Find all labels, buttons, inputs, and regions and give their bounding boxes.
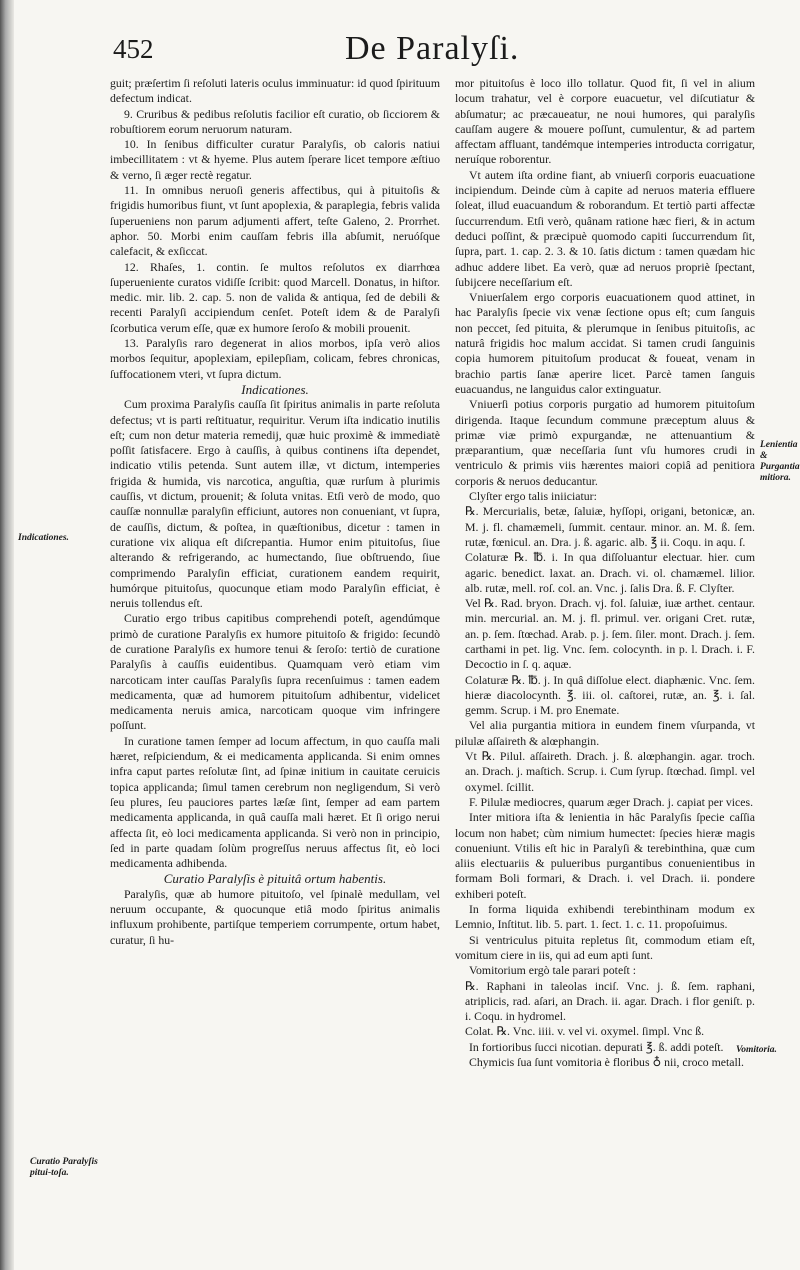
paragraph: Curatio ergo tribus capitibus comprehendi poteſt, agendúmque primò de curatione Paralyſis ex humore pituitoſo & frigido: ſecundò de curatione Paralyſis ex humore tenui & ſeroſo: tertiò de curatione Paralyſis à cauſſis euidentibus. Quamquam verò etiam vim narcoticam inter cauſſas Paralyſis ſupra recenſuimus : tamen eadem medicamenta, quæ ad humorem pituitoſum adhibentur, videlicet medicamenta neruis amica, narcoticam quoque vim infringere poſſunt.: [110, 611, 440, 733]
paragraph: mor pituitoſus è loco illo tollatur. Quod fit, ſi vel in alium locum trahatur, vel è corpore euacuetur, vel diſcutiatur & abſumatur; ac præcaueatur, ne noui humores, qui paralyſis cauſſam augere & mouere poſſunt, cumulentur, & ad partem affectam affluant, tandémque intemperies introducta corrigatur, neruíque roborentur.: [455, 76, 755, 167]
paragraph: guit; præſertim ſi reſoluti lateris oculus imminuatur: id quod ſpirituum defectum indicat.: [110, 76, 440, 106]
paragraph: 13. Paralyſis raro degenerat in alios morbos, ipſa verò alios morbos ſequitur, apoplexiam, epilepſiam, colicam, febres chronicas, ſuffocationem vteri, vt ſupra dictum.: [110, 336, 440, 381]
paragraph: In fortioribus ſucci nicotian. depurati ℥. ß. addi poteſt.: [469, 1039, 724, 1054]
left-column: [110, 76, 440, 948]
paragraph: Cum proxima Paralyſis cauſſa ſit ſpiritus animalis in parte reſoluta defectus; vt is parti reſtituatur, requiritur. Verum iſta indicatio inutilis eſt; cum non detur materia remedij, quæ huic proximè & immediatè poſſit ſatisfacere. Ergo à cauſſis, à quibus continens iſta dependet, indicatio vtilis petenda. Sunt autem illæ, vt dictum, intemperies frigida & humida, vis narcotica, anguſtia, quæ rurſum à plurimis cauſſis, vt dictum, prouenit; & ſoluta vnitas. Etſi verò de modo, quo cauſſæ nonnullæ paralyſin efficiunt, autores non conueniant, vt ſupra, de cauſſis, dictum, & poſtea, in quæſtionibus, dicetur : tamen in curatione vix aliqua eſt diſcrepantia. Humor enim pituitoſus, ſiue alterando & refrigerando, ac humectando, ſiue obſtruendo, ſiue comprimendo Paralyſin efficiat, curationem eandem requirit, humórque pituitoſus, quocunque etiam modo Paralyſin efficiat, è neruis tollendus eſt.: [110, 397, 440, 611]
right-column: [455, 76, 755, 1070]
margin-note-curatio: Curatio Paralyſis pitui-toſa.: [30, 1157, 98, 1178]
paragraph: Clyſter ergo talis iniiciatur:: [469, 489, 597, 504]
paragraph: Vt autem iſta ordine fiant, ab vniuerſi corporis euacuatione incipiendum. Deinde cùm à capite ad neruos materia effluere ſoleat, illud euacuandum & roborandum. Et tertiò parti affectæ ſuccurrendum. Etſi verò, quânam ratione hæc fieri, & in actum deduci poſſint, & præcipuè quomodo capiti ſuccurrendum ſit, ſupra, part. 1. cap. 2. 3. & 10. ſatis dictum : tamen quædam hic adhuc addere libet. Ea verò, quæ ad neruos propriè ſpectant, ſubijcere neceſſarium eſt.: [455, 167, 755, 289]
paragraph: F. Pilulæ mediocres, quarum æger Drach. j. capiat per vices.: [469, 794, 754, 809]
margin-note-vomitoria: Vomitoria.: [736, 1045, 777, 1055]
recipe: Vt ℞. Pilul. aſſaireth. Drach. j. ß. alœphangin. agar. troch. an. Drach. j. maſtich. Scrup. i. Cum ſyrup. ſtœchad. ſimpl. vel oxymel. ſcillit.: [465, 749, 755, 794]
paragraph: Vomitorium ergò tale parari poteſt :: [469, 963, 636, 978]
paragraph: In curatione tamen ſemper ad locum affectum, in quo cauſſa mali hæret, reſpiciendum, & ei medicamenta applicanda. Si enim omnes infra caput partes reſolutæ ſint, ad ſpinæ initium in cauitate ceruicis topica applicanda; ſimul tamen cerebrum non negligendum, Si verò ſeu plures, ſeu pauciores partes læſæ ſint, ſemper ad eam partem medicamenta applicanda, in quâ cauſſa mali hæret. Et ſi origo nerui affecta ſit, eò loci medicamenta applicanda. Si verò non in principio, ſed in parte quadam ſolùm progreſſus neruus affectus ſit, eò loci medicamenta adhibenda.: [110, 733, 440, 871]
paragraph: Si ventriculus pituita repletus ſit, commodum etiam eſt, vomitum ciere in iis, qui ad eum apti ſunt.: [455, 932, 755, 962]
paragraph: 9. Cruribus & pedibus reſolutis facilior eſt curatio, ob ſicciorem & robuſtiorem eorum neruorum naturam.: [110, 106, 440, 136]
paragraph: Inter mitiora iſta & lenientia in hâc Paralyſis ſpecie caſſia locum non habet; cùm nimium humectet: ſpecies hieræ magis conueniunt. Vtilis eſt hic in Paralyſi & terebinthina, quæ cum aliis electuariis & pulueribus purgantibus conuenientibus in formam Boli formari, & Drach. i. vel Drach. ii. pondere exhiberi poteſt.: [455, 810, 755, 901]
paragraph: 11. In omnibus neruoſi generis affectibus, qui à pituitoſis & frigidis humoribus fiunt, vt ſunt apoplexia, & paraplegia, febris valida ſuperueniens non parum adjumenti affert, teſte Galeno, 2. Prorrhet. aphor. 50. Morbi enim cauſſam febris illa abſumit, neruóſque calefacit, & exſiccat.: [110, 183, 440, 259]
recipe: Colat. ℞. Vnc. iiii. v. vel vi. oxymel. ſimpl. Vnc ß.: [465, 1024, 705, 1039]
recipe: Colaturæ ℞. ℔. i. In qua diſſoluantur electuar. hier. cum agaric. benedict. laxat. an. Drach. vi. ol. chamæmel. lilior. alb. rutæ, mell. roſ. col. an. Vnc. j. ſalis Dra. ß. F. Clyſter.: [465, 550, 755, 595]
margin-note-lenientia: Lenientia & Purgantia mitiora.: [760, 440, 800, 483]
paragraph: Vniuerſalem ergo corporis euacuationem quod attinet, in hac Paralyſis ſpecie vix venæ ſectione opus eſt; cum ſanguis non peccet, ſed pituita, & plerumque in ſenibus pituitoſis, ac naturâ frigidis hoc malum accidat. Si tamen crudi ſanguinis copia humorem pituitoſum producat & foueat, venam in brachio partis ſanæ aperire licet. Parcè tamen ſanguis euacuandus, ne languidus calor extinguatur.: [455, 290, 755, 396]
recipe: ℞. Raphani in taleolas inciſ. Vnc. j. ß. ſem. raphani, atriplicis, rad. aſari, an Drach. ii. agar. Drach. i flor geniſt. p. i. Coqu. in hydromel.: [465, 978, 755, 1024]
page-spine-shadow: [0, 0, 14, 1270]
paragraph: In forma liquida exhibendi terebinthinam modum ex Lemnio, Inſtitut. lib. 5. part. 1. ſect. 1. c. 11. propoſuimus.: [455, 902, 755, 932]
page-number: 452: [113, 34, 154, 64]
section-heading-indicationes: Indicationes.: [241, 381, 309, 397]
paragraph: 12. Rhaſes, 1. contin. ſe multos reſolutos ex diarrhœa ſuperueniente curatos vidiſſe ſcribit: quod Marcell. Donatus, in hiſtor. medic. mir. lib. 2. cap. 5. non de valida & antiqua, ſed de debili & recenti Paralyſi accipiendum cenſet. Poteſt idem & de Paralyſi ſcorbutica verum eſſe, quæ ex humore ſeroſo & mobili prouenit.: [110, 259, 440, 335]
paragraph: Paralyſis, quæ ab humore pituitoſo, vel ſpinalè medullam, vel neruum occupante, & quocunque etiâ modo ſpiritus animalis influxum prohibente, partiſque temperiem corrumpente, ortum habet, curatur, ſi hu-: [110, 886, 440, 947]
running-head: De Paralyſi.: [345, 30, 520, 67]
recipe: Vel ℞. Rad. bryon. Drach. vj. fol. ſaluiæ, iuæ arthet. centaur. min. mercurial. an. M. j. fl. primul. ver. origani Cret. rutæ, an. p. ſem. ſtœchad. Arab. p. j. ſem. ſiler. mont. Drach. j. ſem. carthami in pet. lig. Vnc. ſem. colocynth. in p. l. Drach. i. F. Decoctio in ſ. q. aquæ.: [465, 596, 755, 672]
paragraph: Chymicis ſua ſunt vomitoria è floribus ♁ nii, croco metall.: [469, 1055, 745, 1069]
paragraph: Vel alia purgantia mitiora in eundem finem vſurpanda, vt pilulæ aſſaireth & alœphangin.: [455, 718, 755, 748]
section-heading-curatio: Curatio Paralyſis è pituitâ ortum habentis.: [163, 871, 387, 887]
margin-note-indicationes: Indicationes.: [18, 533, 69, 543]
paragraph: 10. In ſenibus difficulter curatur Paralyſis, ob caloris natiui imbecillitatem : vt & hyeme. Plus autem ſperare licet tempore æſtiuo & verno, ſi æger rectè regatur.: [110, 137, 440, 182]
paragraph: Vniuerſi potius corporis purgatio ad humorem pituitoſum dirigenda. Itaque ſecundum commune præceptum aluus & primæ viæ primò expurgandæ, ne attenuantium & præparantium, quæ neceſſaria ſunt vſu humores crudi in ventriculo & primis viis hærentes maiori copiâ ad penitiora corporis & neruos deducantur.: [455, 397, 755, 488]
recipe: ℞. Mercurialis, betæ, ſaluiæ, hyſſopi, origani, betonicæ, an. M. j. fl. chamæmeli, ſummit. centaur. minor. an. M. ß. ſem. rutæ, fœnicul. an. Dra. j. ß. agaric. alb. ℥ ii. Coqu. in aqu. ſ.: [465, 504, 755, 549]
page-header: [105, 30, 765, 72]
recipe: Colaturæ ℞. ℔. j. In quâ diſſolue elect. diaphænic. Vnc. ſem. hieræ diacolocynth. ℥. iii. ol. caſtorei, rutæ, an. ℥. i. ſal. gemm. Scrup. i M. pro Enemate.: [465, 672, 755, 718]
